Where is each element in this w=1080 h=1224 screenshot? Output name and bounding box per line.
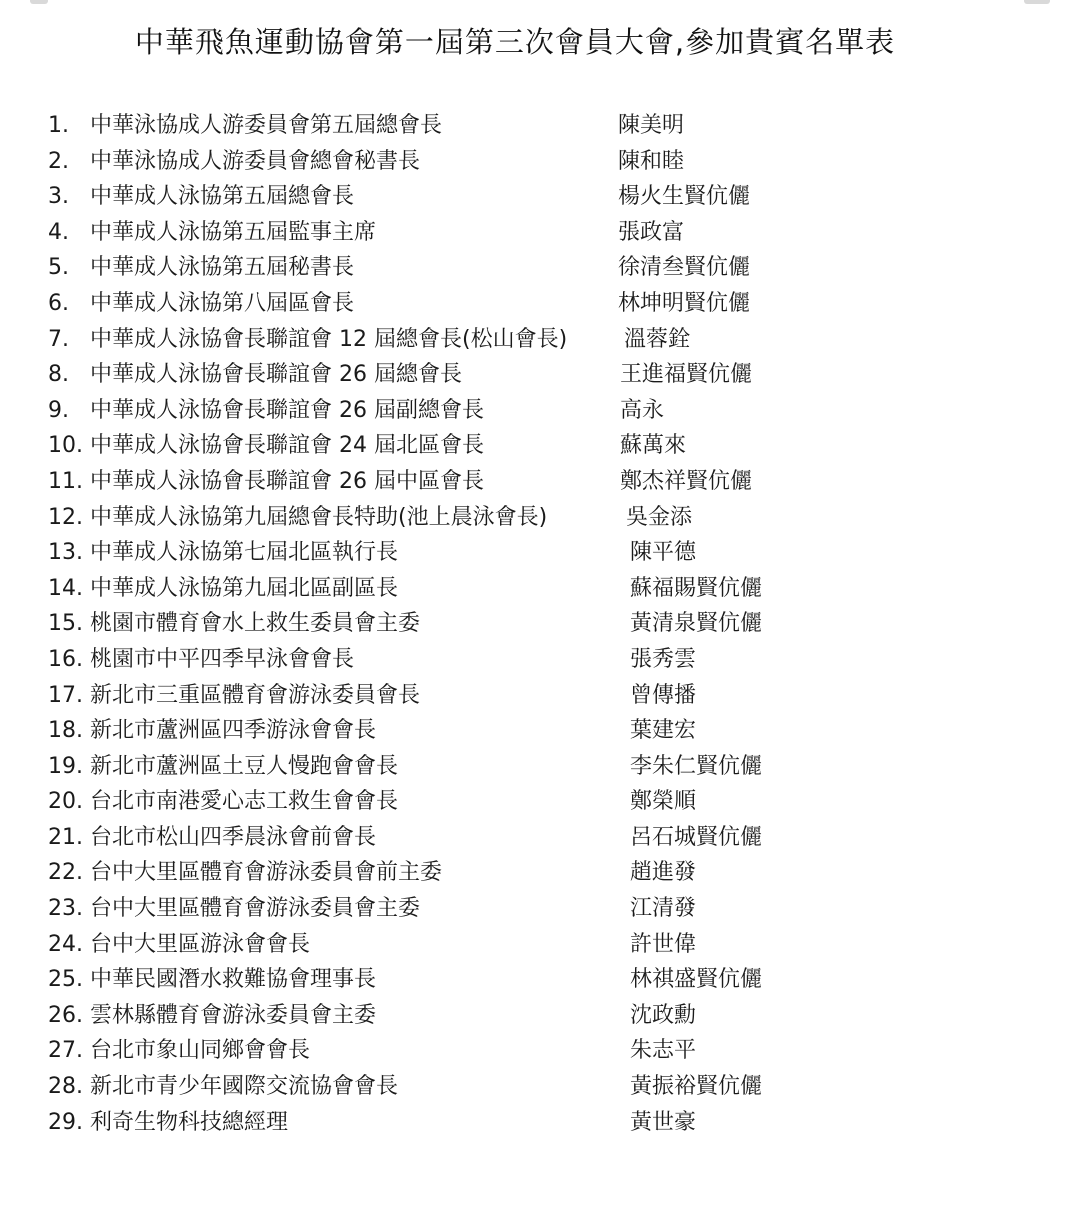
- guest-number: 7.: [48, 326, 69, 352]
- guest-organization: 中華成人泳協第七屆北區執行長: [90, 540, 399, 566]
- guest-organization: 中華成人泳協第五屆總會長: [90, 184, 355, 210]
- guest-number: 20.: [48, 789, 83, 815]
- guest-row: [48, 1033, 1048, 1069]
- guest-name: 林祺盛賢伉儷: [630, 967, 763, 993]
- guest-name: 李朱仁賢伉儷: [630, 753, 763, 779]
- guest-organization: 中華成人泳協第五屆監事主席: [90, 219, 377, 245]
- guest-row: [48, 1069, 1048, 1105]
- guest-number: 14.: [48, 575, 83, 601]
- guest-row: [48, 286, 1048, 322]
- guest-number: 1.: [48, 113, 69, 138]
- guest-organization: 新北市青少年國際交流協會會長: [90, 1074, 399, 1100]
- guest-organization: 中華泳協成人游委員會總會秘書長: [90, 148, 421, 174]
- guest-row: [48, 606, 1048, 642]
- guest-name: 王進福賢伉儷: [620, 362, 753, 388]
- guest-organization: 台北市南港愛心志工救生會會長: [90, 789, 399, 815]
- guest-organization: 中華成人泳協會長聯誼會 26 屆中區會長: [90, 468, 484, 494]
- guest-row: [48, 962, 1048, 998]
- guest-organization: 桃園市體育會水上救生委員會主委: [90, 611, 421, 637]
- guest-name: 黃振裕賢伉儷: [630, 1074, 763, 1100]
- guest-name: 江清發: [630, 896, 697, 922]
- guest-number: 8.: [48, 362, 69, 388]
- document-title: 中華飛魚運動協會第一屆第三次會員大會,參加貴賓名單表: [134, 25, 896, 59]
- guest-name: 蘇萬來: [620, 433, 687, 459]
- guest-name: 呂石城賢伉儷: [630, 824, 763, 850]
- guest-row: [48, 713, 1048, 749]
- guest-row: [48, 855, 1048, 891]
- guest-organization: 雲林縣體育會游泳委員會主委: [90, 1002, 377, 1028]
- guest-organization: 台中大里區游泳會會長: [90, 931, 311, 957]
- guest-name: 黃世豪: [630, 1109, 697, 1135]
- guest-name: 葉建宏: [630, 718, 697, 744]
- guest-number: 22.: [48, 860, 83, 886]
- guest-name: 張政富: [618, 219, 685, 245]
- guest-name: 趙進發: [630, 860, 697, 886]
- guest-row: [48, 428, 1048, 464]
- guest-name: 溫蓉銓: [624, 326, 691, 352]
- guest-organization: 中華成人泳協第九屆北區副區長: [90, 575, 399, 601]
- guest-name: 鄭杰祥賢伉儷: [620, 468, 753, 494]
- guest-name: 沈政勳: [630, 1002, 697, 1028]
- guest-number: 9.: [48, 397, 69, 423]
- guest-name: 陳平德: [630, 540, 697, 566]
- guest-organization: 中華成人泳協會長聯誼會 24 屆北區會長: [90, 433, 484, 459]
- guest-organization: 中華成人泳協會長聯誼會 26 屆副總會長: [90, 397, 484, 423]
- guest-row: [48, 927, 1048, 963]
- guest-number: 26.: [48, 1002, 83, 1028]
- guest-number: 3.: [48, 184, 69, 210]
- guest-name: 鄭榮順: [630, 789, 697, 815]
- guest-number: 15.: [48, 611, 83, 637]
- guest-number: 12.: [48, 504, 83, 530]
- guest-organization: 中華成人泳協第八屆區會長: [90, 290, 355, 316]
- guest-number: 6.: [48, 290, 69, 316]
- guest-organization: 台中大里區體育會游泳委員會主委: [90, 896, 421, 922]
- guest-row: [48, 642, 1048, 678]
- guest-row: [48, 250, 1048, 286]
- guest-name: 黃清泉賢伉儷: [630, 611, 763, 637]
- guest-name: 蘇福賜賢伉儷: [630, 575, 763, 601]
- top-right-edge-mark: [1024, 0, 1050, 4]
- guest-row: [48, 144, 1048, 180]
- guest-number: 27.: [48, 1038, 83, 1064]
- guest-number: 16.: [48, 646, 83, 672]
- guest-row: [48, 535, 1048, 571]
- guest-organization: 桃園市中平四季早泳會會長: [90, 646, 355, 672]
- guest-name: 陳美明: [618, 113, 685, 138]
- guest-number: 23.: [48, 896, 83, 922]
- guest-name: 張秀雲: [630, 646, 697, 672]
- guest-row: [48, 678, 1048, 714]
- top-left-edge-mark: [30, 0, 48, 4]
- guest-row: [48, 891, 1048, 927]
- guest-number: 24.: [48, 931, 83, 957]
- guest-row: [48, 571, 1048, 607]
- guest-number: 17.: [48, 682, 83, 708]
- guest-number: 25.: [48, 967, 83, 993]
- guest-row: [48, 1105, 1048, 1141]
- guest-number: 11.: [48, 468, 83, 494]
- guest-row: [48, 784, 1048, 820]
- guest-number: 5.: [48, 255, 69, 281]
- guest-name: 吳金添: [626, 504, 693, 530]
- guest-organization: 利奇生物科技總經理: [90, 1109, 289, 1135]
- guest-organization: 中華成人泳協會長聯誼會 26 屆總會長: [90, 362, 462, 388]
- guest-name: 徐清叁賢伉儷: [618, 255, 751, 281]
- guest-name: 高永: [620, 397, 665, 423]
- guest-name: 朱志平: [630, 1038, 697, 1064]
- guest-organization: 台北市松山四季晨泳會前會長: [90, 824, 377, 850]
- guest-number: 4.: [48, 219, 69, 245]
- guest-number: 21.: [48, 824, 83, 850]
- guest-row: [48, 464, 1048, 500]
- guest-organization: 中華泳協成人游委員會第五屆總會長: [90, 113, 443, 138]
- guest-name: 楊火生賢伉儷: [618, 184, 751, 210]
- guest-row: [48, 500, 1048, 536]
- guest-number: 28.: [48, 1074, 83, 1100]
- guest-organization: 新北市蘆洲區土豆人慢跑會會長: [90, 753, 399, 779]
- guest-row: [48, 322, 1048, 358]
- guest-organization: 新北市蘆洲區四季游泳會會長: [90, 718, 377, 744]
- guest-row: [48, 215, 1048, 251]
- guest-list: [48, 108, 1048, 1140]
- guest-organization: 新北市三重區體育會游泳委員會長: [90, 682, 421, 708]
- guest-name: 曾傳播: [630, 682, 697, 708]
- guest-organization: 中華成人泳協第五屆秘書長: [90, 255, 355, 281]
- guest-number: 19.: [48, 753, 83, 779]
- guest-number: 10.: [48, 433, 83, 459]
- guest-number: 29.: [48, 1109, 83, 1135]
- guest-name: 許世偉: [630, 931, 697, 957]
- guest-number: 13.: [48, 540, 83, 566]
- guest-organization: 中華民國潛水救難協會理事長: [90, 967, 377, 993]
- guest-row: [48, 393, 1048, 429]
- guest-organization: 中華成人泳協會長聯誼會 12 屆總會長(松山會長): [90, 326, 568, 352]
- guest-name: 陳和睦: [618, 148, 685, 174]
- guest-organization: 台中大里區體育會游泳委員會前主委: [90, 860, 443, 886]
- guest-organization: 台北市象山同鄉會會長: [90, 1038, 311, 1064]
- guest-number: 2.: [48, 148, 69, 174]
- guest-number: 18.: [48, 718, 83, 744]
- guest-row: [48, 749, 1048, 785]
- guest-organization: 中華成人泳協第九屆總會長特助(池上晨泳會長): [90, 504, 548, 530]
- guest-name: 林坤明賢伉儷: [618, 290, 751, 316]
- guest-row: [48, 357, 1048, 393]
- guest-row: [48, 820, 1048, 856]
- guest-row: [48, 108, 1048, 144]
- guest-row: [48, 179, 1048, 215]
- guest-row: [48, 998, 1048, 1034]
